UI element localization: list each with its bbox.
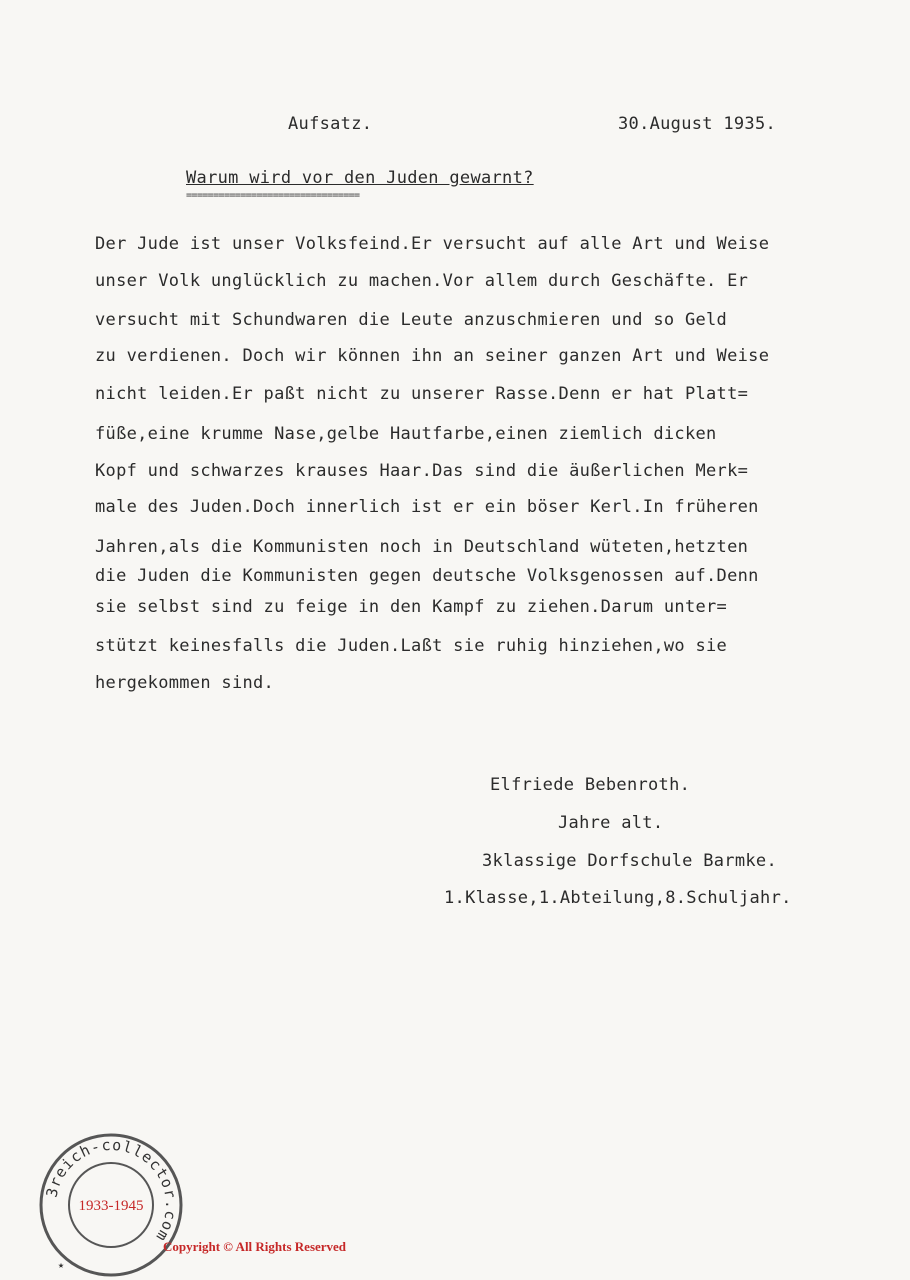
author-age: Jahre alt. [558, 813, 664, 833]
essay-title: Warum wird vor den Juden gewarnt? [186, 168, 534, 188]
author-name: Elfriede Bebenroth. [490, 775, 691, 795]
body-line: hergekommen sind. [95, 673, 275, 693]
body-line: sie selbst sind zu feige in den Kampf zu ziehen.Darum unter= [95, 597, 728, 617]
essay-label: Aufsatz. [288, 114, 373, 134]
body-line: stützt keinesfalls die Juden.Laßt sie ruhig hinziehen,wo sie [95, 636, 728, 656]
stamp-star-icon: ★ [58, 1260, 65, 1271]
title-double-underline: ================================ [186, 190, 360, 201]
body-line: unser Volk unglücklich zu machen.Vor allem durch Geschäfte. Er [95, 271, 749, 291]
author-class: 1.Klasse,1.Abteilung,8.Schuljahr. [444, 888, 792, 908]
stamp-ring-text: 3reich-collector.com [42, 1135, 181, 1246]
body-line: Jahren,als die Kommunisten noch in Deutschland wüteten,hetzten [95, 537, 749, 557]
body-line: zu verdienen. Doch wir können ihn an seiner ganzen Art und Weise [95, 346, 770, 366]
collector-stamp-icon [36, 1130, 186, 1280]
author-school: 3klassige Dorfschule Barmke. [482, 851, 777, 871]
copyright-notice: Copyright © All Rights Reserved [163, 1239, 347, 1254]
body-line: versucht mit Schundwaren die Leute anzuschmieren und so Geld [95, 310, 728, 330]
body-line: füße,eine krumme Nase,gelbe Hautfarbe,einen ziemlich dicken [95, 424, 717, 444]
body-line: Der Jude ist unser Volksfeind.Er versucht auf alle Art und Weise [95, 234, 770, 254]
body-line: nicht leiden.Er paßt nicht zu unserer Rasse.Denn er hat Platt= [95, 384, 749, 404]
body-line: die Juden die Kommunisten gegen deutsche Volksgenossen auf.Denn [95, 566, 759, 586]
body-line: male des Juden.Doch innerlich ist er ein böser Kerl.In früheren [95, 497, 759, 517]
essay-date: 30.August 1935. [618, 114, 777, 134]
body-line: Kopf und schwarzes krauses Haar.Das sind die äußerlichen Merk= [95, 461, 749, 481]
stamp-center-text: 1933-1945 [78, 1198, 144, 1214]
